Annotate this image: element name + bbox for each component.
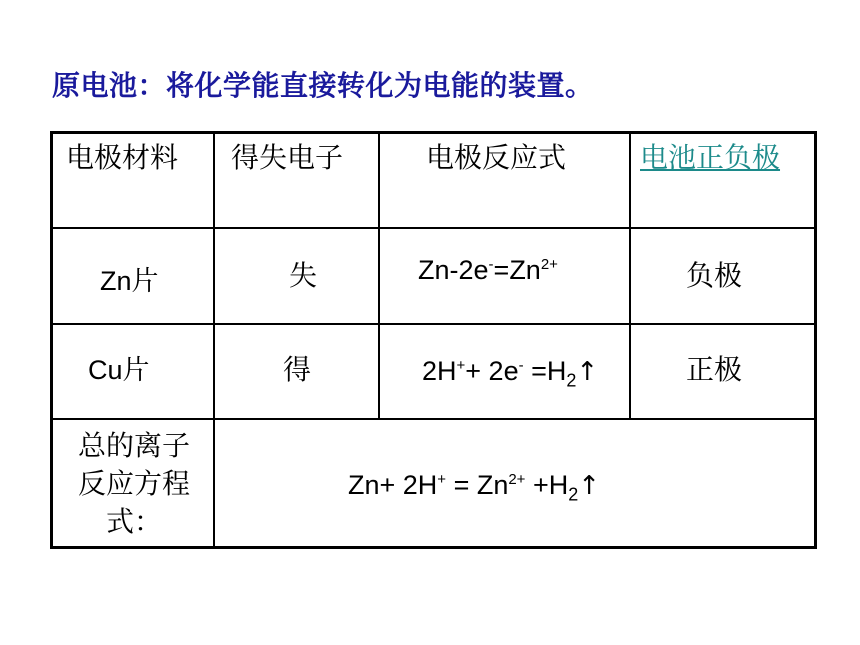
cu-reaction-electron-charge: - — [518, 357, 524, 374]
header-battery-polarity-link[interactable]: 电池正负极 — [640, 141, 781, 174]
table-border-top — [50, 131, 817, 134]
total-label-line: 式： — [105, 505, 162, 538]
total-label-line: 反应方程 — [77, 467, 190, 500]
col-divider-1 — [213, 131, 215, 549]
zn-reaction-part: Zn-2e — [418, 255, 489, 285]
col-divider-2 — [378, 131, 380, 420]
cu-reaction-part: =H — [523, 356, 567, 386]
gas-arrow-icon: ↑ — [576, 357, 599, 387]
gas-arrow-icon: ↑ — [578, 471, 601, 501]
total-equation-part: +H — [525, 470, 569, 500]
zn-electron: 失 — [289, 259, 318, 292]
table-border-left — [50, 131, 53, 549]
cu-polarity: 正极 — [686, 353, 743, 386]
col-divider-3 — [629, 131, 631, 420]
total-label-line: 总的离子 — [77, 429, 190, 462]
zn-material: Zn片 — [100, 266, 159, 296]
total-equation-part: = Zn — [446, 470, 509, 500]
cu-reaction — [422, 353, 598, 390]
table-border-bottom — [50, 546, 817, 549]
total-equation-ion-charge: + — [437, 471, 447, 488]
total-equation — [348, 467, 600, 504]
cu-material: Cu片 — [88, 355, 150, 385]
header-electrode-reaction: 电极反应式 — [426, 141, 567, 174]
cu-reaction-part: 2H — [422, 356, 457, 386]
zn-reaction — [418, 252, 558, 288]
cu-reaction-subscript: 2 — [566, 370, 577, 391]
total-equation-subscript: 2 — [568, 484, 579, 505]
zn-polarity: 负极 — [686, 259, 743, 292]
cu-electron: 得 — [283, 353, 312, 386]
row-divider-3 — [50, 418, 817, 420]
table-border-right — [814, 131, 817, 549]
zn-reaction-electron-charge: - — [488, 256, 494, 273]
cu-reaction-part: + 2e — [465, 356, 519, 386]
total-equation-zinc-charge: 2+ — [508, 471, 526, 488]
header-electron-gain-loss: 得失电子 — [231, 141, 344, 174]
zn-reaction-part: =Zn — [493, 255, 541, 285]
zn-reaction-ion-charge: 2+ — [540, 256, 558, 273]
page-title: 原电池：将化学能直接转化为电能的装置。 — [52, 69, 594, 102]
row-divider-2 — [50, 323, 817, 325]
cu-reaction-ion-charge: + — [456, 357, 466, 374]
row-divider-1 — [50, 227, 817, 229]
header-electrode-material: 电极材料 — [66, 141, 179, 174]
total-label — [66, 427, 202, 541]
total-equation-part: Zn+ 2H — [348, 470, 438, 500]
